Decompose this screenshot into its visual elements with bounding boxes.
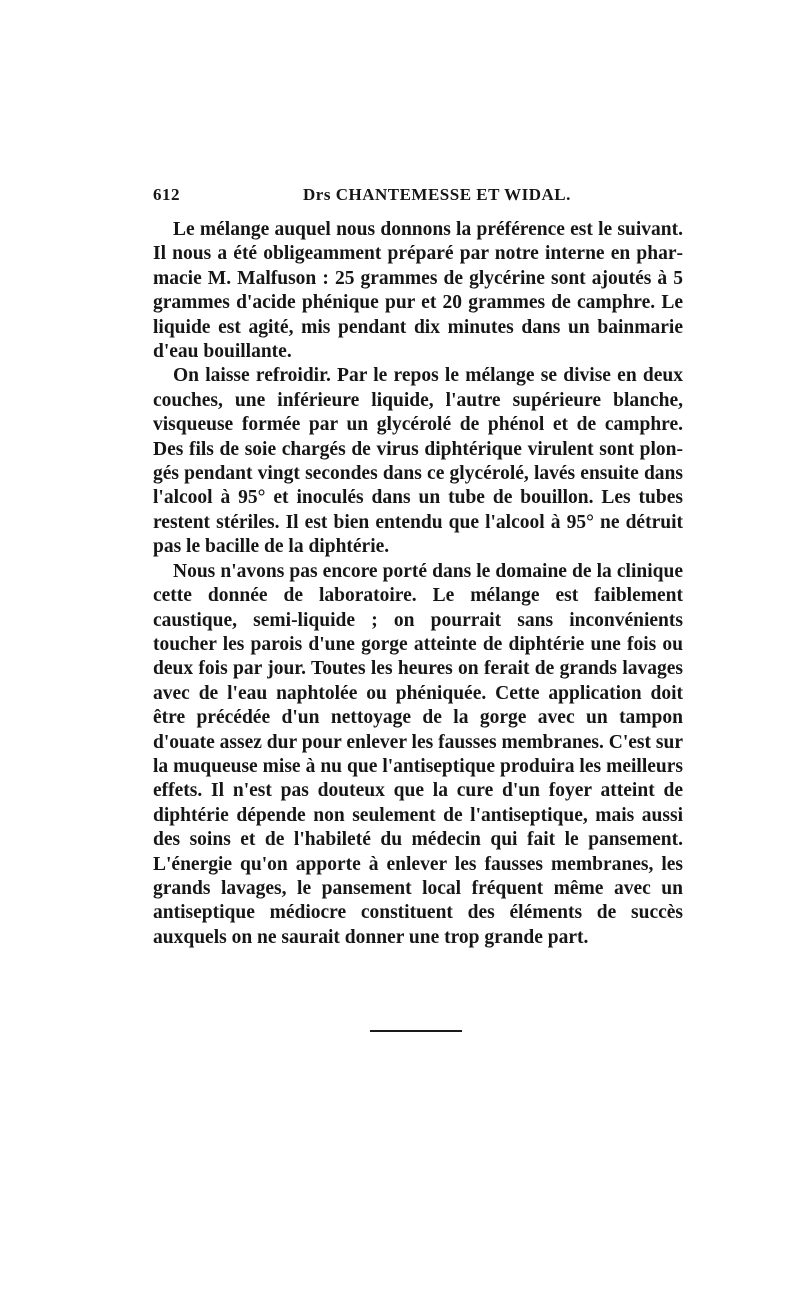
page-number: 612 xyxy=(153,185,180,204)
page-header xyxy=(153,185,686,213)
paragraph-1: Le mélange auquel nous donnons la préférence est le suivant. Il nous a été obligeamment préparé par notre interne en pharmacie M. Malfuson : 25 grammes de glycérine sont ajoutés à 5 grammes d'acide phénique pur et 20 grammes de camphre. Le liquide est agité, mis pendant dix minutes dans un bainmarie d'eau bouillante. xyxy=(153,219,683,363)
paragraph-3: Nous n'avons pas encore porté dans le domaine de la clinique cette donnée de laboratoire. Le mélange est faiblement caustique, semi-liquide ; on pourrait sans inconvénients toucher les parois d'une gorge atteinte de diphtérie une fois ou deux fois par jour. Toutes les heures on ferait de grands lavages avec de l'eau naphtolée ou phéniquée. Cette application doit être précédée d'un nettoyage de la gorge avec un tampon d'ouate assez dur pour enlever les fausses membranes. C'est sur la muqueuse mise à nu que l'antiseptique produira les meilleurs effets. Il n'est pas douteux que la cure d'un foyer atteint de diphtérie dépende non seulement de l'antiseptique, mais aussi des soins et de l'habileté du médecin qui fait le pansement. L'énergie qu'on apporte à enlever les fausses membranes, les grands lavages, le pansement local fréquent même avec un antiseptique médiocre constituent des éléments de succès auxquels on ne saurait donner une trop grande part. xyxy=(153,560,683,948)
paragraph-2: On laisse refroidir. Par le repos le mélange se divise en deux couches, une inférieure liquide, l'autre supérieure blanche, visqueuse formée par un glycérolé de phénol et de camphre. Des fils de soie chargés de virus diphtérique virulent sont plongés pendant vingt secondes dans ce glycérolé, lavés ensuite dans l'alcool à 95° et inoculés dans un tube de bouillon. Les tubes restent stériles. Il est bien entendu que l'alcool à 95° ne détruit pas le bacille de la diphtérie. xyxy=(153,365,683,558)
body-text xyxy=(153,218,683,950)
section-end-rule xyxy=(370,1030,462,1032)
running-head: Drs CHANTEMESSE ET WIDAL. xyxy=(303,185,571,204)
